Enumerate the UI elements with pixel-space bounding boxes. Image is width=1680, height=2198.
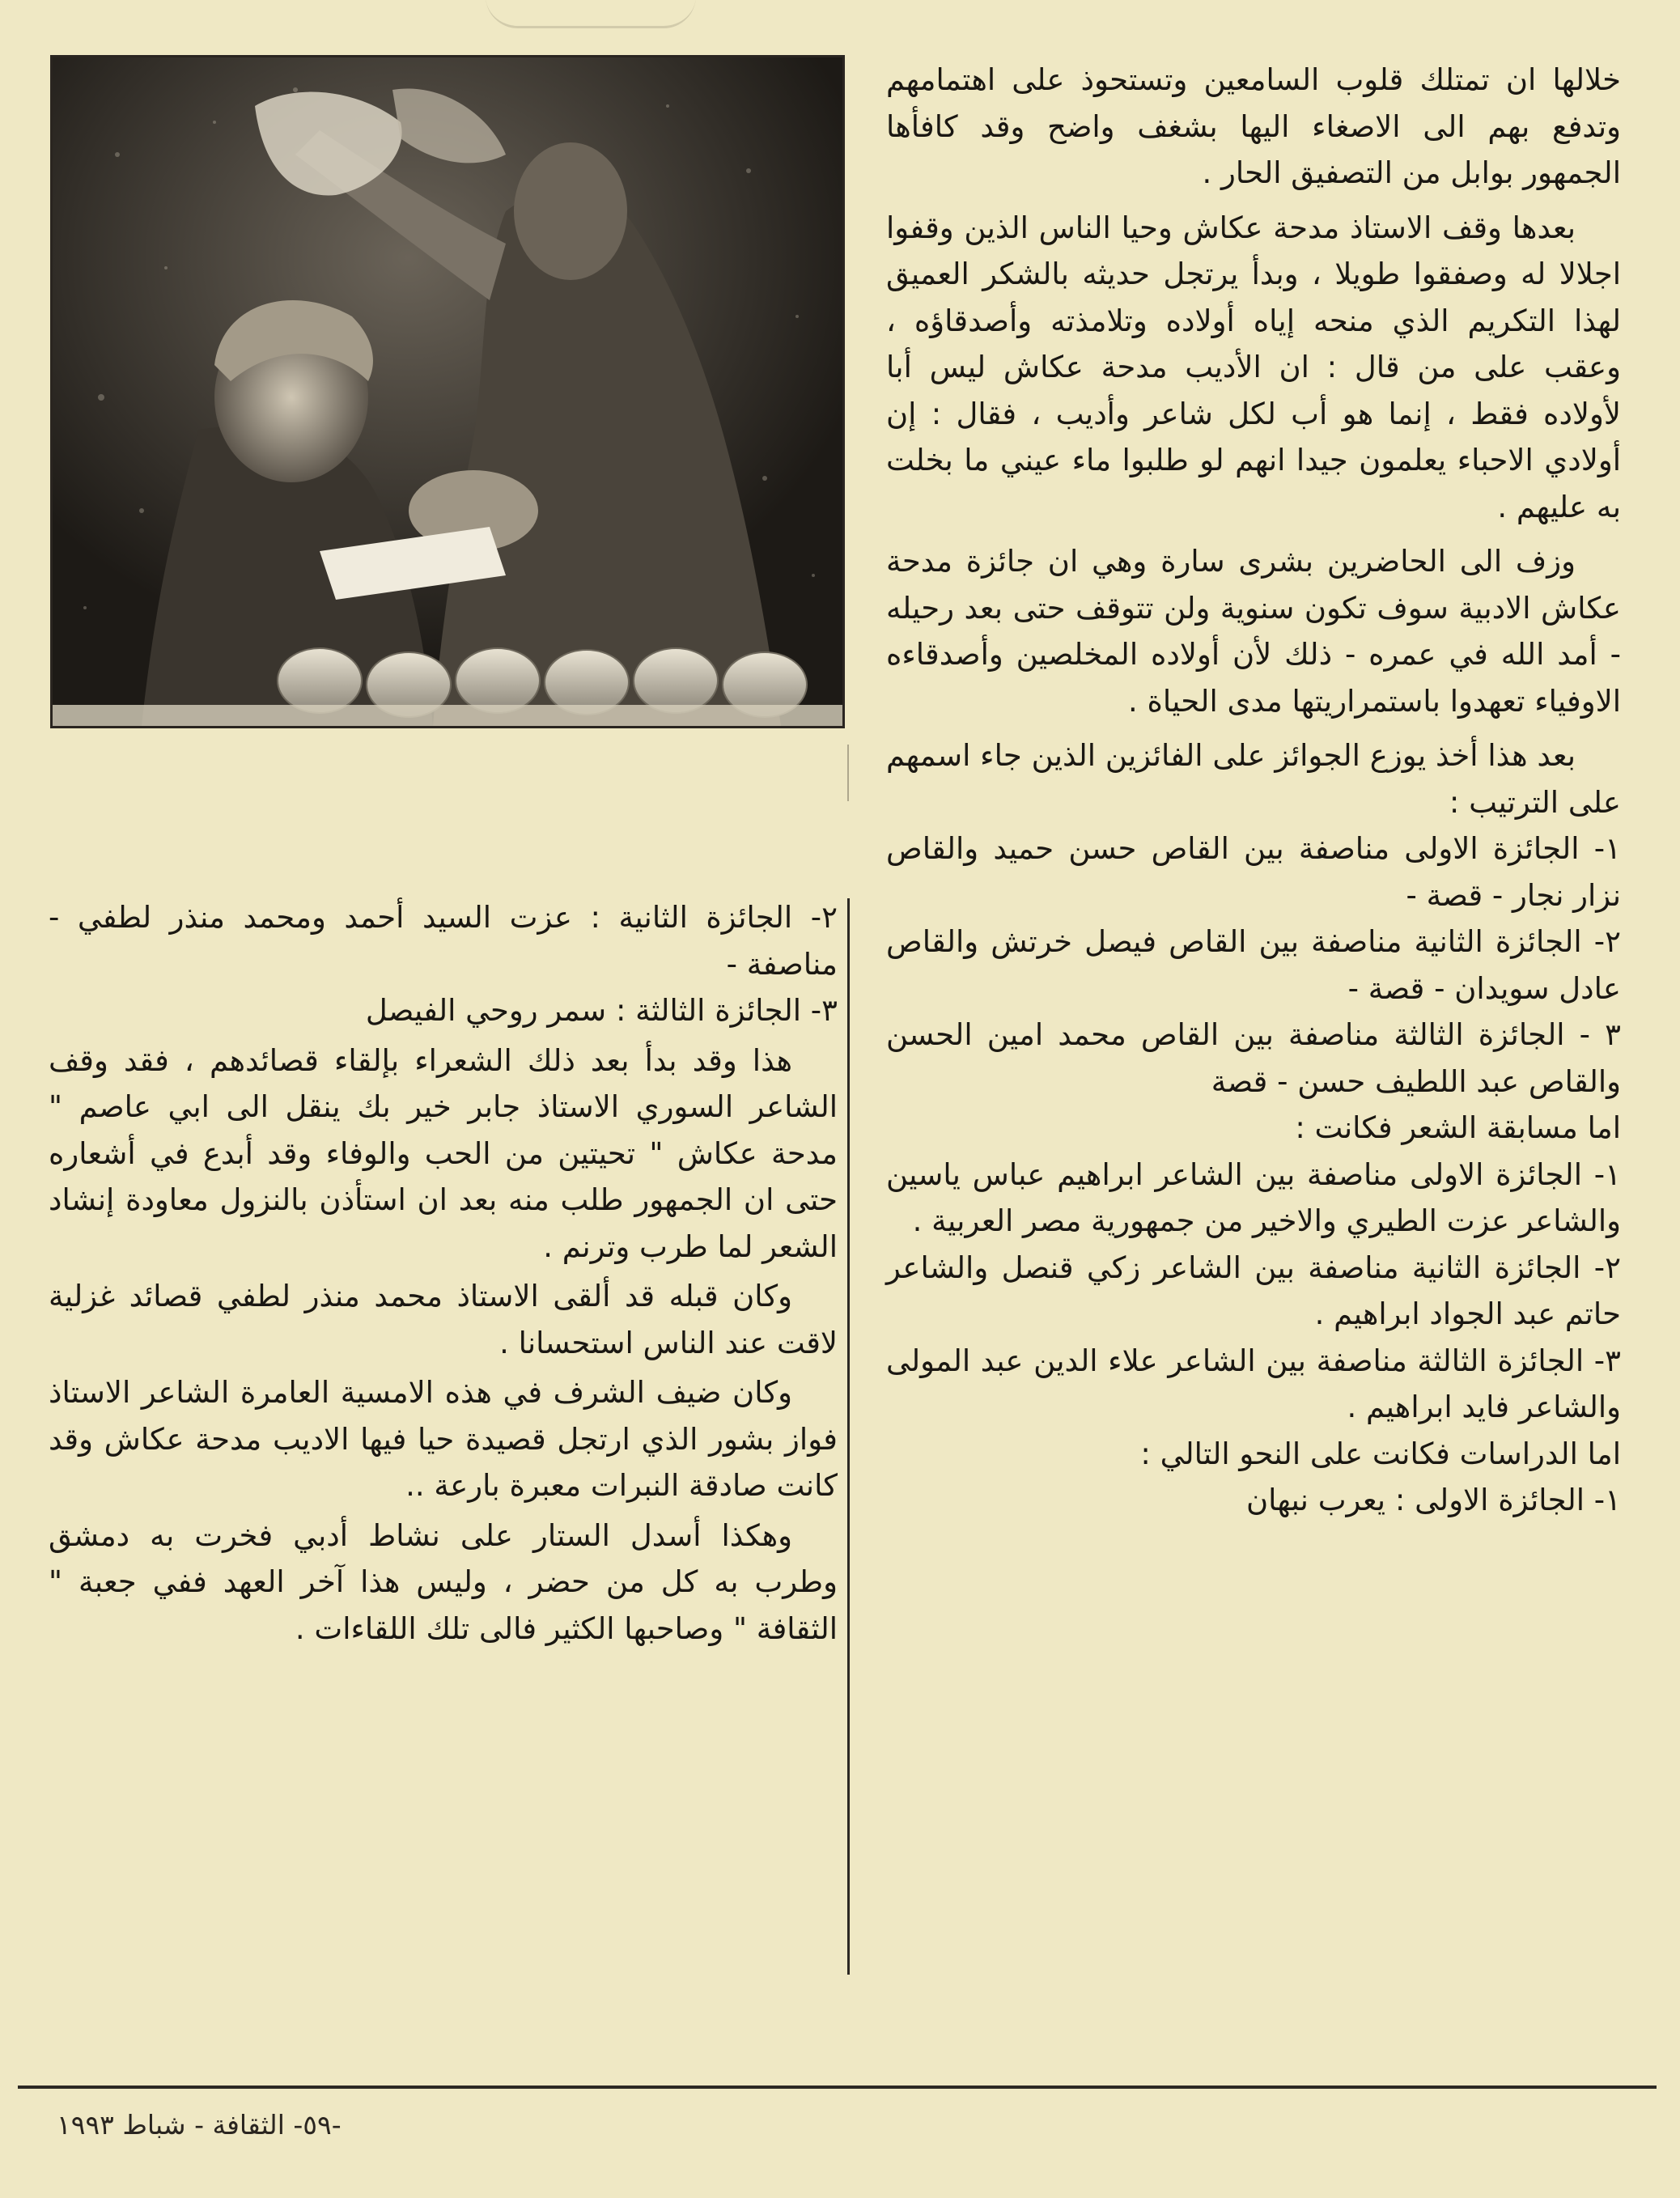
paragraph: خلالها ان تمتلك قلوب السامعين وتستحوذ على اهتمامهم وتدفع بهم الى الاصغاء اليها بشغف واضح وقد كافأها الجمهور بوابل من التصفيق الحار . [886,62,1621,190]
prize-list-item: ١- الجائزة الاولى : يعرب نبهان [1245,1483,1621,1517]
prize-list-item: ١- الجائزة الاولى مناصفة بين الشاعر ابراهيم عباس ياسين والشاعر عزت الطيري والاخير من جمهورية مصر العربية . [886,1156,1621,1238]
paragraph: وهكذا أسدل الستار على نشاط أدبي فخرت به دمشق وطرب به كل من حضر ، وليس هذا آخر العهد ففي جعبة " الثقافة " وصاحبها الكثير فالى تلك اللقاءات . [49,1517,838,1646]
masthead-bleed-through [486,0,696,28]
column-divider [847,898,850,1975]
prize-list-item: ٣ - الجائزة الثالثة مناصفة بين القاص محمد امين الحسن والقاص عبد اللطيف حسن - قصة [886,1017,1621,1099]
prize-list-item: ٢- الجائزة الثانية : عزت السيد أحمد ومحمد منذر لطفي - مناصفة - [49,900,838,982]
prize-list-item: ٣- الجائزة الثالثة مناصفة بين الشاعر علاء الدين عبد المولى والشاعر فايد ابراهيم . [886,1343,1621,1424]
left-article-column [49,894,838,1652]
prize-list-item: ٢- الجائزة الثانية مناصفة بين القاص فيصل خرتش والقاص عادل سويدان - قصة - [886,924,1621,1006]
prize-list-item: ٢- الجائزة الثانية مناصفة بين الشاعر زكي قنصل والشاعر حاتم عبد الجواد ابراهيم . [886,1250,1621,1331]
page-footer: -٥٩- الثقافة - شباط ١٩٩٣ [57,2109,342,2141]
event-photograph [50,55,845,728]
paragraph: وكان ضيف الشرف في هذه الامسية العامرة الشاعر الاستاذ فواز بشور الذي ارتجل قصيدة حيا فيها الاديب مدحة عكاش وقد كانت صادقة النبرات معبرة بارعة .. [49,1375,838,1503]
section-intro: اما مسابقة الشعر فكانت : [1295,1110,1621,1145]
prize-list-item: ٣- الجائزة الثالثة : سمر روحي الفيصل [365,993,838,1028]
footer-rule [18,2086,1657,2089]
column-divider-faint [847,745,849,801]
paragraph: وزف الى الحاضرين بشرى سارة وهي ان جائزة مدحة عكاش الادبية سوف تكون سنوية ولن تتوقف حتى بعد رحيله - أمد الله في عمره - ذلك لأن أولاده المخلصين وأصدقاءه الاوفياء تعهدوا باستمراريتها مدى الحياة . [886,544,1621,719]
paragraph: بعدها وقف الاستاذ مدحة عكاش وحيا الناس الذين وقفوا اجلالا له وصفقوا طويلا ، وبدأ يرتجل حديثه بالشكر العميق لهذا التكريم الذي منحه إياه أولاده وتلامذته وأصدقاؤه ، وعقب على من قال : ان الأديب مدحة عكاش ليس أبا لأولاده فقط ، إنما هو أب لكل شاعر وأديب ، فقال : إن أولادي الاحباء يعلمون جيدا انهم لو طلبوا ماء عيني ما بخلت به عليهم . [886,210,1621,524]
paragraph: بعد هذا أخذ يوزع الجوائز على الفائزين الذين جاء اسمهم على الترتيب : [886,738,1621,820]
section-intro: اما الدراسات فكانت على النحو التالي : [1140,1436,1621,1471]
paragraph: هذا وقد بدأ بعد ذلك الشعراء بإلقاء قصائدهم ، فقد وقف الشاعر السوري الاستاذ جابر خير بك ينقل الى ابي عاصم " مدحة عكاش " تحيتين من الحب والوفاء وقد أبدع في أشعاره حتى ان الجمهور طلب منه بعد ان استأذن بالنزول معاودة إنشاد الشعر لما طرب وترنم . [49,1042,838,1264]
prize-list-item: ١- الجائزة الاولى مناصفة بين القاص حسن حميد والقاص نزار نجار - قصة - [886,831,1621,913]
paragraph: وكان قبله قد ألقى الاستاذ محمد منذر لطفي قصائد غزلية لاقت عند الناس استحسانا . [49,1279,838,1360]
right-article-column [886,57,1621,1524]
